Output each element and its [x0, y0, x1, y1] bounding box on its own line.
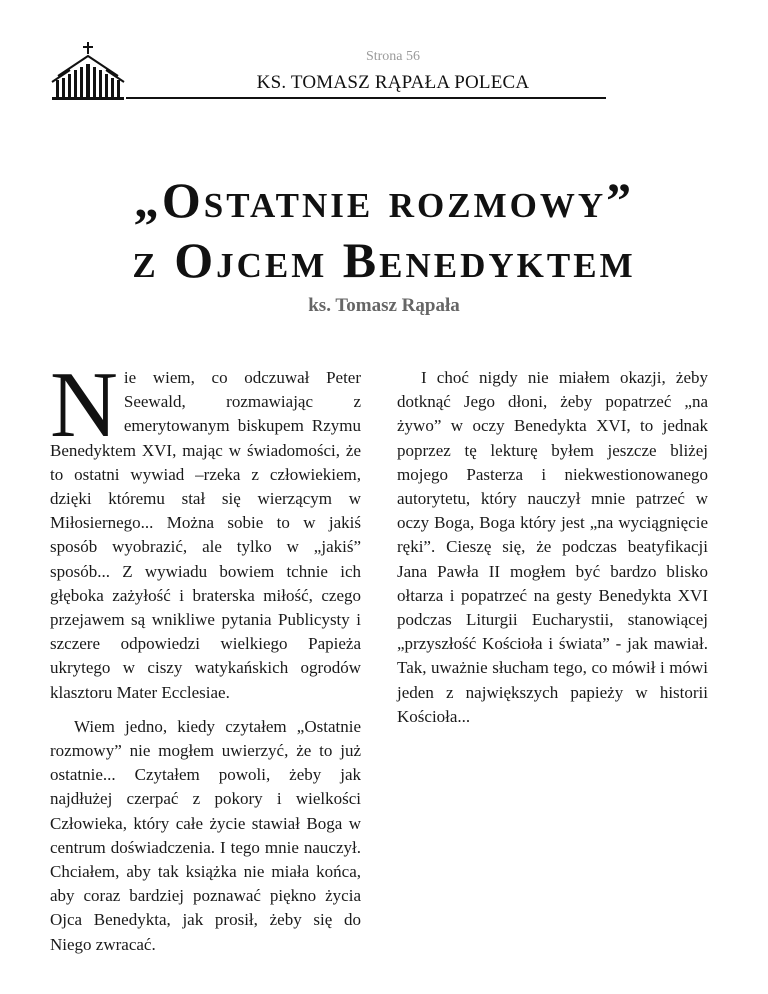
paragraph-3: I choć nigdy nie miałem okazji, żeby dotknąć Jego dłoni, żeby popatrzeć „na żywo” w oczy Benedykta XVI, to jednak poprzez tę lekturę byłem jeszcze bliżej mojego Pasterza i niekwestionowanego autorytetu, który nauczył mnie patrzeć w oczy Boga, Boga który jest „na wyciągnięcie ręki”. Cieszę się, że podczas beatyfikacji Jana Pawła II mogłem być bardzo blisko ołtarza i popatrzeć na gesty Benedykta XVI podczas Liturgii Eucharystii, stanowiącej „przyszłość Kościoła i świata” - jak mawiał. Tak, uważnie słucham tego, co mówił i mówi jeden z największych papieży w historii Kościoła...	[397, 368, 708, 726]
text-column-left	[50, 353, 361, 967]
paragraph-1-text: ie wiem, co odczuwał Peter Seewald, rozmawiając z emerytowanym biskupem Rzymu Benedyktem XVI, mając w świadomości, że to ostatni wywiad –rzeka z człowiekiem, dzięki któremu stał się wierzącym w Miłosiernego... Można sobie to w jakiś sposób wyobrazić, ale tylko w „jakiś” sposób... Z wywiadu bowiem tchnie ich głęboka zażyłość i braterska miłość, czego przejawem są wnikliwe pytania Publicysty i szczere odpowiedzi wielkiego Papieża ukrytego w ciszy watykańskich ogrodów klasztoru Mater Ecclesiae.	[50, 368, 361, 702]
text-column-right	[397, 366, 708, 739]
article-title-line-1: „Ostatnie rozmowy”	[133, 172, 635, 228]
paragraph-2: Wiem jedno, kiedy czytałem „Ostatnie rozmowy” nie mogłem uwierzyć, że to już ostatnie... Czytałem powoli, żeby jak najdłużej czerpać z pokory i wielkości Człowieka, który całe życie stawiał Boga w centrum doświadczenia. I tego mnie nauczył. Chciałem, aby tak książka nie miała końca, aby coraz bardziej poznawać piękno życia Ojca Benedykta, jak prosił, żeby się do Niego zwracać.	[50, 716, 361, 954]
church-logo-icon	[50, 42, 126, 100]
article-title-line-2: z Ojcem Benedyktem	[132, 232, 636, 288]
header-divider	[126, 97, 606, 99]
section-title: KS. TOMASZ RĄPAŁA POLECA	[256, 72, 530, 93]
page-header	[48, 40, 558, 100]
article-author: ks. Tomasz Rąpała	[308, 295, 460, 316]
paragraph-1	[50, 353, 361, 705]
page-number: Strona 56	[365, 49, 421, 64]
article-title	[0, 170, 768, 290]
drop-cap: N	[50, 353, 118, 457]
